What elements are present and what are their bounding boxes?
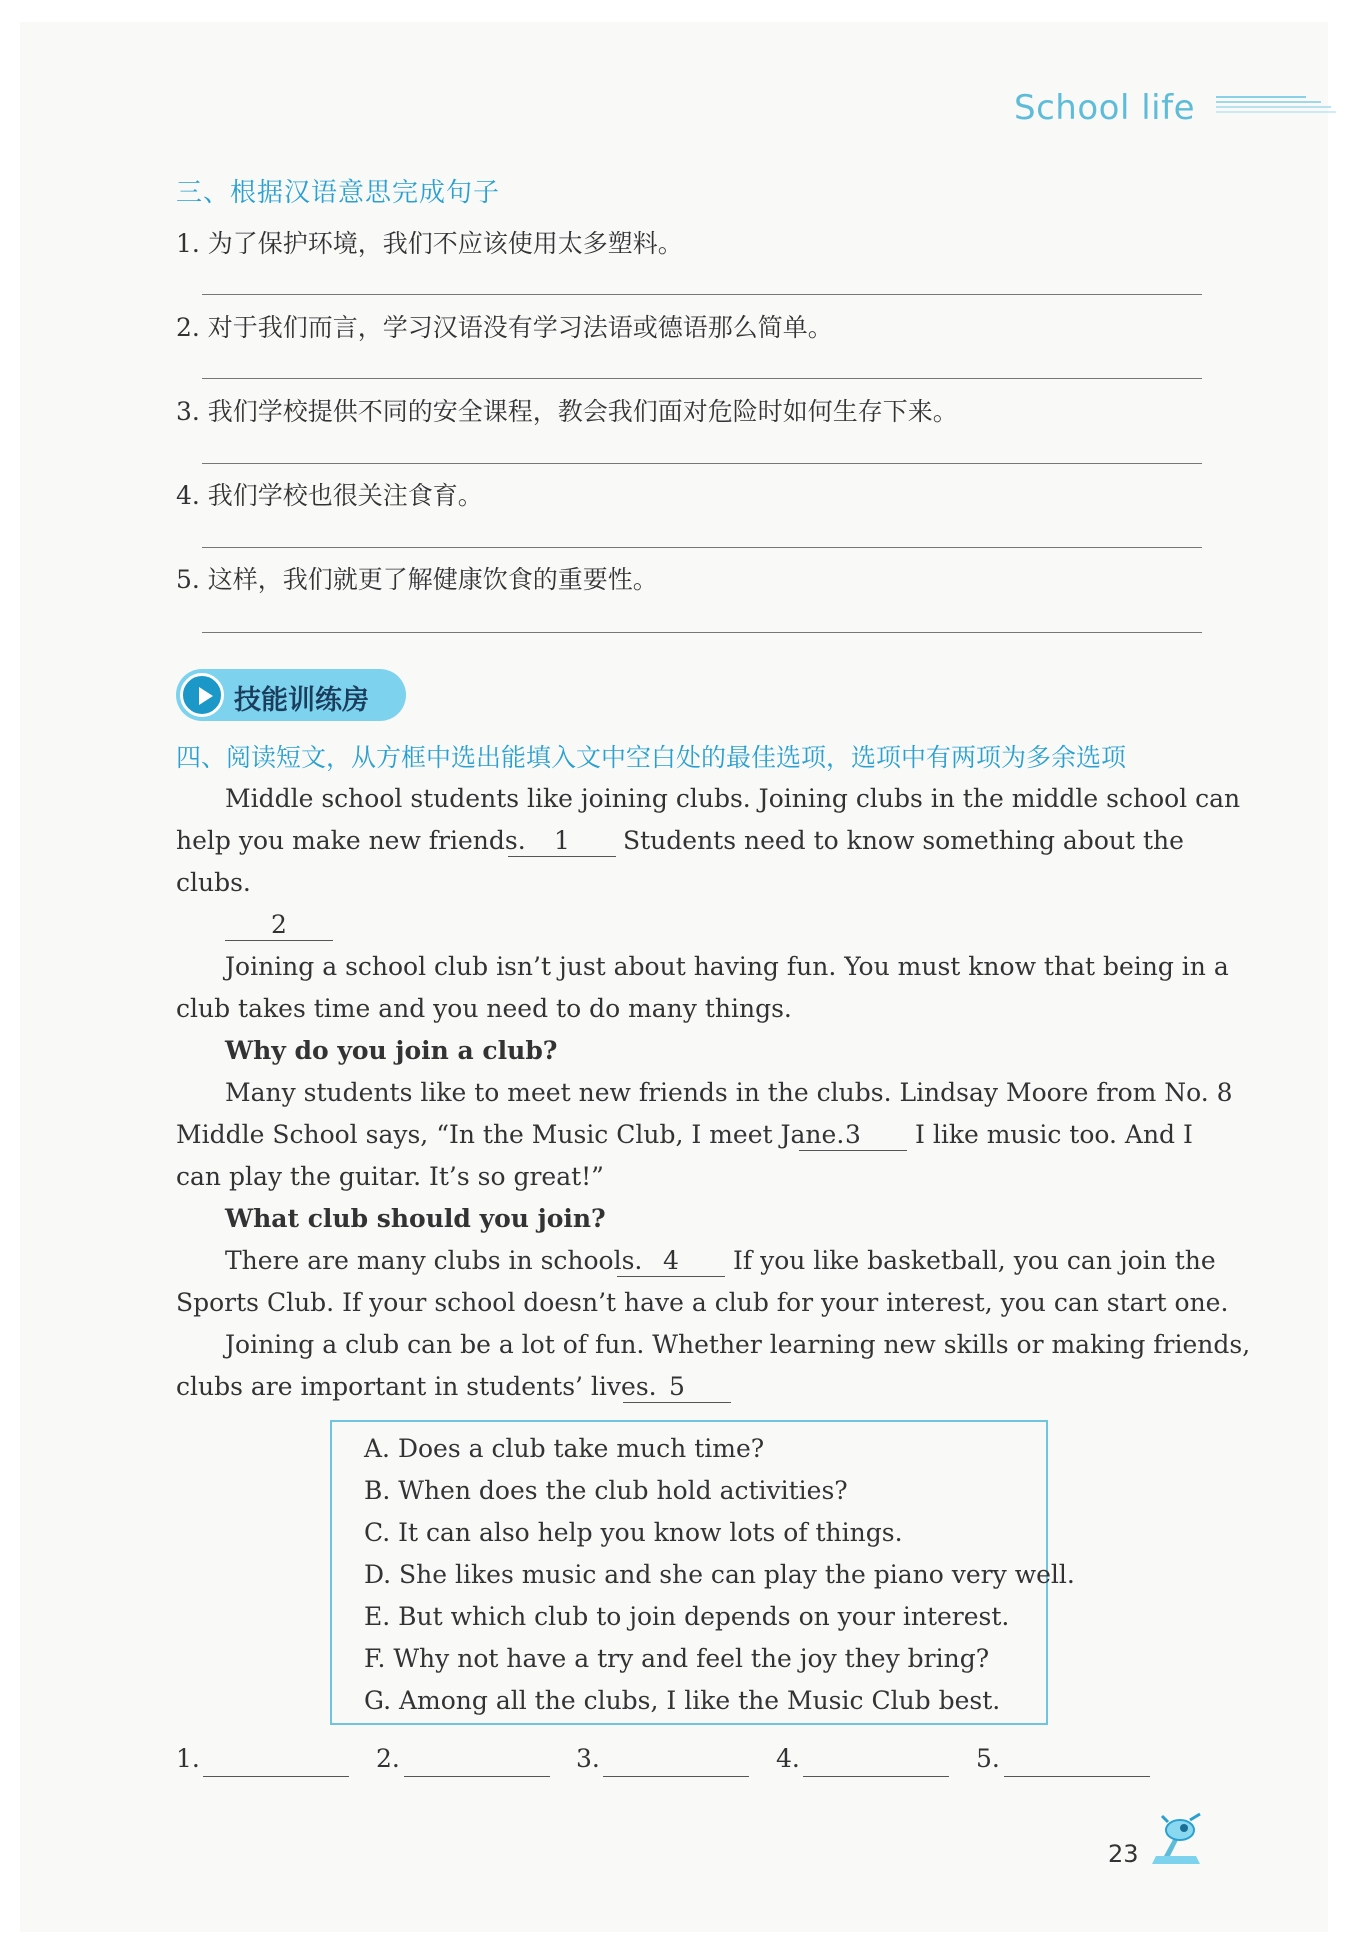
option-d[interactable]: D. She likes music and she can play the piano very well.	[364, 1560, 1075, 1589]
answer-field-4[interactable]	[803, 1776, 949, 1777]
translation-item-5: 5. 这样，我们就更了解健康饮食的重要性。	[176, 565, 658, 594]
play-icon	[180, 673, 224, 717]
translation-item-1: 1. 为了保护环境，我们不应该使用太多塑料。	[176, 229, 683, 258]
section4-title: 四、阅读短文，从方框中选出能填入文中空白处的最佳选项，选项中有两项为多余选项	[176, 743, 1127, 772]
blank-5[interactable]: 5	[623, 1372, 731, 1403]
answer-line-5[interactable]	[202, 632, 1202, 633]
skill-badge	[176, 669, 406, 721]
answer-label-3: 3.	[576, 1744, 600, 1773]
answer-field-1[interactable]	[203, 1776, 349, 1777]
subheading: Why do you join a club?	[225, 1036, 558, 1065]
answer-line-3[interactable]	[202, 463, 1202, 464]
passage-line: Many students like to meet new friends in the clubs. Lindsay Moore from No. 8	[225, 1078, 1233, 1107]
passage-line: can play the guitar. It’s so great!”	[176, 1162, 604, 1191]
passage-line: clubs.	[176, 868, 251, 897]
passage-line: help you make new friends.	[176, 826, 526, 855]
passage-line: Joining a school club isn’t just about having fun. You must know that being in a	[225, 952, 1229, 981]
subheading: What club should you join?	[225, 1204, 606, 1233]
option-b[interactable]: B. When does the club hold activities?	[364, 1476, 848, 1505]
answer-label-2: 2.	[376, 1744, 400, 1773]
answer-field-5[interactable]	[1004, 1776, 1150, 1777]
option-g[interactable]: G. Among all the clubs, I like the Music Club best.	[364, 1686, 1001, 1715]
page-number: 23	[1108, 1840, 1139, 1868]
header-decoration	[1216, 96, 1336, 118]
blank-2[interactable]: 2	[225, 910, 333, 941]
passage-line: Middle school students like joining clubs. Joining clubs in the middle school can	[225, 784, 1241, 813]
translation-item-4: 4. 我们学校也很关注食育。	[176, 481, 483, 510]
option-c[interactable]: C. It can also help you know lots of things.	[364, 1518, 903, 1547]
option-e[interactable]: E. But which club to join depends on your interest.	[364, 1602, 1010, 1631]
options-box	[330, 1420, 1075, 1725]
option-f[interactable]: F. Why not have a try and feel the joy they bring?	[364, 1644, 990, 1673]
answer-line-2[interactable]	[202, 378, 1202, 379]
passage-line: I like music too. And I	[915, 1120, 1193, 1149]
skill-badge-label: 技能训练房	[234, 685, 369, 716]
blank-3[interactable]: 3	[799, 1120, 907, 1151]
translation-item-3: 3. 我们学校提供不同的安全课程，教会我们面对危险时如何生存下来。	[176, 397, 958, 426]
passage-line: Joining a club can be a lot of fun. Whether learning new skills or making friends,	[225, 1330, 1251, 1359]
option-a[interactable]: A. Does a club take much time?	[364, 1434, 765, 1463]
section3-title: 三、根据汉语意思完成句子	[176, 178, 501, 208]
passage-line: Middle School says, “In the Music Club, I meet Jane.	[176, 1120, 845, 1149]
answer-field-3[interactable]	[603, 1776, 749, 1777]
passage-line: club takes time and you need to do many things.	[176, 994, 792, 1023]
answer-line-4[interactable]	[202, 547, 1202, 548]
answer-field-2[interactable]	[404, 1776, 550, 1777]
blank-4[interactable]: 4	[617, 1246, 725, 1277]
passage-line: Students need to know something about the	[623, 826, 1184, 855]
answer-label-1: 1.	[176, 1744, 200, 1773]
passage-line: There are many clubs in schools.	[225, 1246, 643, 1275]
translation-item-2: 2. 对于我们而言，学习汉语没有学习法语或德语那么简单。	[176, 313, 833, 342]
passage-line: clubs are important in students’ lives.	[176, 1372, 657, 1401]
blank-1[interactable]: 1	[508, 826, 616, 857]
telescope-mascot-icon	[1146, 1812, 1206, 1870]
answer-label-4: 4.	[776, 1744, 800, 1773]
answer-label-5: 5.	[976, 1744, 1000, 1773]
passage-line: Sports Club. If your school doesn’t have a club for your interest, you can start one.	[176, 1288, 1229, 1317]
passage-line: If you like basketball, you can join the	[733, 1246, 1216, 1275]
header-title: School life	[1014, 88, 1195, 128]
answer-line-1[interactable]	[202, 294, 1202, 295]
